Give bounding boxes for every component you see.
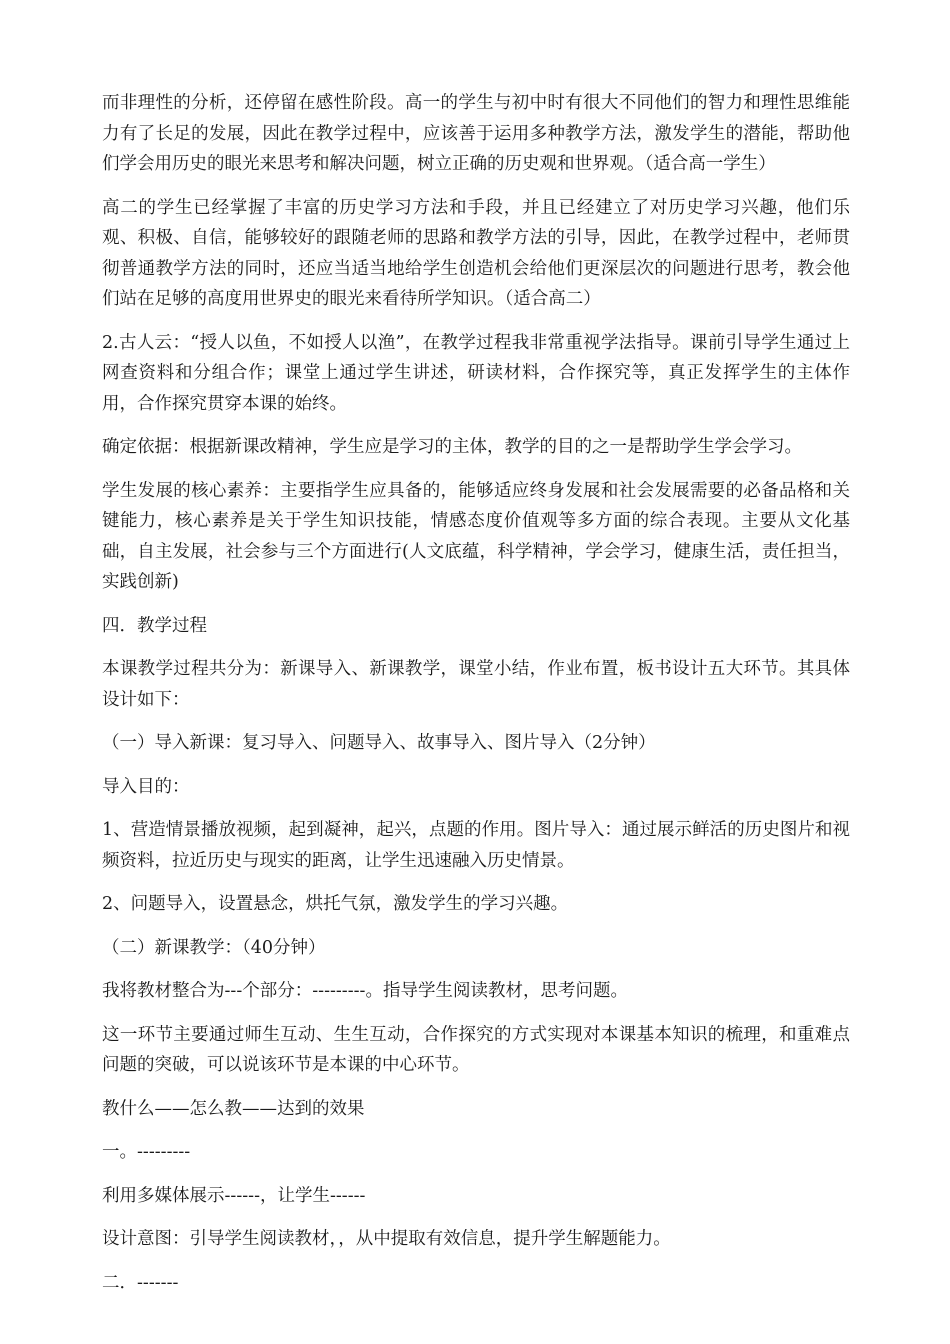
paragraph-material-integration: 我将教材整合为---个部分：---------。指导学生阅读教材，思考问题。	[102, 981, 628, 1001]
paragraph-introduction-purpose: 导入目的：	[102, 776, 190, 797]
paragraph-student-analysis-grade-two: 高二的学生已经掌握了丰富的历史学习方法和手段，并且已经建立了对历史学习兴趣，他们乐观、积极、自信，能够较好的跟随老师的思路和教学方法的引导，因此，在教学过程中，老师贯彻普通教学方法的同时，还应当适当地给学生创造机会给他们更深层次的问题进行思考，教会他们站在足够的高度用世界史的眼光来看待所学知识。（适合高二）	[102, 197, 850, 309]
paragraph-core-literacy: 学生发展的核心素养：主要指学生应具备的，能够适应终身发展和社会发展需要的必备品格和关键能力，核心素养是关于学生知识技能，情感态度价值观等多方面的综合表现。主要从文化基础，自主发展，社会参与三个方面进行(人文底蕴，科学精神，学会学习，健康生活，责任担当，实践创新)	[102, 480, 850, 592]
paragraph-multimedia: 利用多媒体展示------，让学生------	[102, 1185, 366, 1206]
paragraph-basis: 确定依据：根据新课改精神，学生应是学习的主体，教学的目的之一是帮助学生学会学习。	[102, 437, 802, 457]
list-item-introduction-2: 2、问题导入，设置悬念，烘托气氛，激发学生的学习兴趣。	[102, 894, 569, 914]
subheading-new-lesson: （二）新课教学：（40分钟）	[102, 937, 326, 958]
list-item-part-one: 一。---------	[102, 1142, 191, 1162]
paragraph-learning-method: 2.古人云：“授人以鱼，不如授人以渔”，在教学过程我非常重视学法指导。课前引导学生通过上网查资料和分组合作；课堂上通过学生讲述，研读材料，合作探究等，真正发挥学生的主体作用，合作探究贯穿本课的始终。	[102, 332, 850, 414]
list-item-part-two: 二．-------	[102, 1272, 179, 1293]
document-body	[102, 88, 850, 1311]
paragraph-process-overview: 本课教学过程共分为：新课导入、新课教学，课堂小结，作业布置，板书设计五大环节。其具体设计如下：	[102, 659, 850, 710]
list-item-introduction-1: 1、营造情景播放视频，起到凝神，起兴，点题的作用。图片导入：通过展示鲜活的历史图片和视频资料，拉近历史与现实的距离，让学生迅速融入历史情景。	[102, 820, 850, 871]
paragraph-what-how-effect: 教什么——怎么教——达到的效果	[102, 1098, 365, 1119]
paragraph-design-intent: 设计意图：引导学生阅读教材，，从中提取有效信息，提升学生解题能力。	[102, 1229, 671, 1249]
paragraph-core-segment: 这一环节主要通过师生互动、生生互动，合作探究的方式实现对本课基本知识的梳理，和重难点问题的突破，可以说该环节是本课的中心环节。	[102, 1024, 850, 1075]
section-heading-teaching-process: 四．教学过程	[102, 615, 207, 636]
paragraph-student-analysis-grade-one: 而非理性的分析，还停留在感性阶段。高一的学生与初中时有很大不同他们的智力和理性思维能力有了长足的发展，因此在教学过程中，应该善于运用多种教学方法，激发学生的潜能，帮助他们学会用历史的眼光来思考和解决问题，树立正确的历史观和世界观。（适合高一学生）	[102, 93, 850, 174]
subheading-introduction: （一）导入新课：复习导入、问题导入、故事导入、图片导入（2分钟）	[102, 733, 656, 753]
